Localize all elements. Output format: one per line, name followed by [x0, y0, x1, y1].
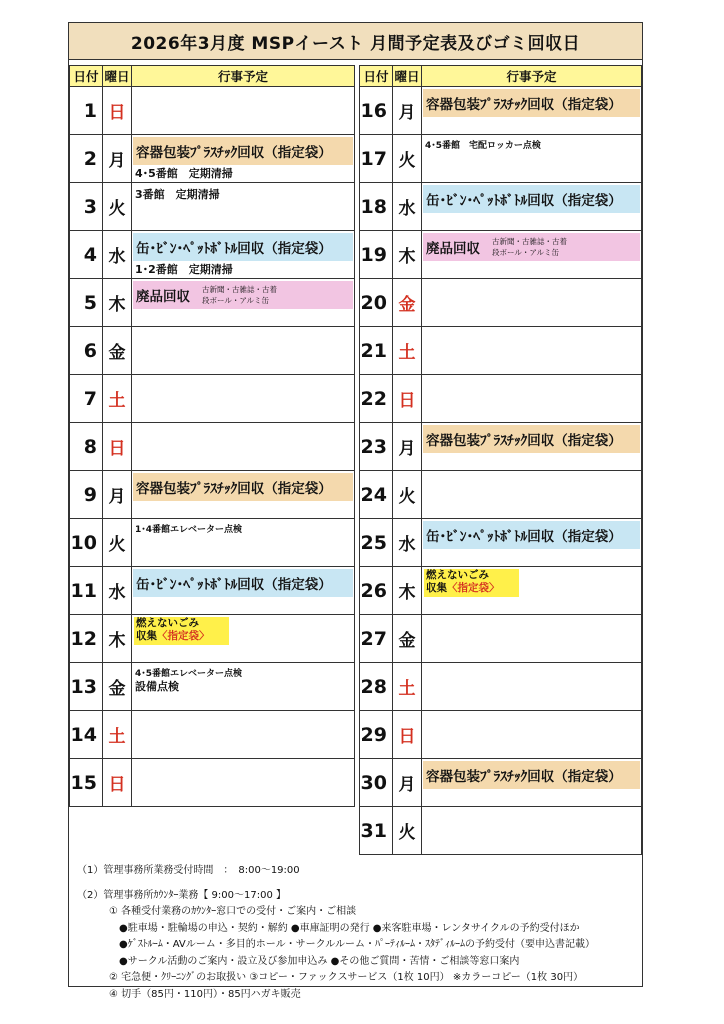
paper-collection-band: [423, 233, 640, 261]
weekday-label: 日: [103, 423, 132, 470]
weekday-label: 火: [103, 519, 132, 566]
day-row: [69, 279, 355, 327]
events-cell: [422, 759, 641, 806]
day-row: [359, 471, 642, 519]
day-number: 16: [360, 87, 393, 134]
day-row: [359, 135, 642, 183]
day-row: [359, 327, 642, 375]
header-date: 日付: [359, 65, 393, 87]
events-cell: [422, 279, 641, 326]
weekday-label: 火: [393, 471, 422, 518]
day-row: [69, 663, 355, 711]
weekday-label: 木: [393, 567, 422, 614]
weekday-label: 土: [103, 711, 132, 758]
weekday-label: 日: [103, 759, 132, 806]
weekday-label: 金: [103, 663, 132, 710]
weekday-label: 火: [103, 183, 132, 230]
day-number: 7: [70, 375, 103, 422]
yellow-line: [136, 630, 229, 643]
day-row: [359, 663, 642, 711]
weekday-label: 土: [393, 327, 422, 374]
garbage-collection-band: [423, 521, 640, 549]
weekday-label: 月: [103, 471, 132, 518]
page-title: 2026年3月度 MSPイースト 月間予定表及びゴミ回収日: [69, 23, 642, 60]
garbage-collection-band: [133, 137, 353, 165]
day-number: 1: [70, 87, 103, 134]
events-cell: [132, 423, 354, 470]
weekday-label: 日: [393, 375, 422, 422]
day-number: 26: [360, 567, 393, 614]
day-row: [359, 279, 642, 327]
events-cell: [422, 711, 641, 758]
day-row: [359, 375, 642, 423]
events-cell: [422, 231, 641, 278]
weekday-label: 月: [393, 759, 422, 806]
band-detail-line: 古新聞・古雑誌・古着: [202, 285, 277, 294]
events-cell: [422, 135, 641, 182]
band-detail: [202, 284, 277, 306]
day-row: [69, 375, 355, 423]
day-row: [69, 759, 355, 807]
paper-collection-band: [133, 281, 353, 309]
band-label: 容器包装ﾌﾟﾗｽﾁｯｸ回収（指定袋）: [426, 97, 622, 113]
events-cell: [132, 327, 354, 374]
schedule-sheet: [68, 22, 643, 1000]
events-cell: [132, 663, 354, 710]
day-number: 8: [70, 423, 103, 470]
day-number: 27: [360, 615, 393, 662]
footer-notes: [77, 863, 595, 1003]
yellow-text: 収集: [136, 630, 157, 642]
header-events: 行事予定: [131, 65, 355, 87]
garbage-collection-band: [133, 473, 353, 501]
band-label: 缶･ﾋﾞﾝ･ﾍﾟｯﾄﾎﾞﾄﾙ回収（指定袋）: [426, 529, 622, 545]
day-number: 20: [360, 279, 393, 326]
band-label: 容器包装ﾌﾟﾗｽﾁｯｸ回収（指定袋）: [136, 145, 332, 161]
weekday-label: 月: [393, 423, 422, 470]
day-row: [69, 135, 355, 183]
day-number: 10: [70, 519, 103, 566]
day-number: 11: [70, 567, 103, 614]
footer-line: （2）管理事務所ｶｳﾝﾀｰ業務【 9:00～17:00 】: [77, 889, 286, 901]
designated-bag-text: 〈指定袋〉: [157, 630, 210, 642]
weekday-label: 日: [393, 711, 422, 758]
day-number: 31: [360, 807, 393, 854]
day-number: 22: [360, 375, 393, 422]
day-number: 21: [360, 327, 393, 374]
yellow-line: [426, 582, 519, 595]
footer-line: ●ｹﾞｽﾄﾙｰﾑ・AVルーム・多目的ホール・サークルルーム・ﾊﾟｰﾃｨﾙｰﾑ・ｽﾀﾃﾞｨﾙｰﾑの予約受付（要申込書記載）: [119, 939, 596, 950]
band-label: 廃品回収: [136, 289, 190, 305]
events-cell: [132, 183, 354, 230]
weekday-label: 水: [393, 183, 422, 230]
day-row: [359, 615, 642, 663]
yellow-line: 燃えないごみ: [136, 617, 199, 629]
day-row: [359, 807, 642, 855]
weekday-label: 土: [103, 375, 132, 422]
day-number: 14: [70, 711, 103, 758]
weekday-label: 日: [103, 87, 132, 134]
weekday-label: 金: [393, 615, 422, 662]
day-row: [69, 519, 355, 567]
weekday-label: 金: [393, 279, 422, 326]
band-label: 容器包装ﾌﾟﾗｽﾁｯｸ回収（指定袋）: [136, 481, 332, 497]
event-note: 1･4番館エレベーター点検: [135, 525, 243, 535]
day-row: [359, 759, 642, 807]
day-row: [69, 615, 355, 663]
weekday-label: 火: [393, 807, 422, 854]
band-detail-line: 古新聞・古雑誌・古着: [492, 237, 567, 246]
events-cell: [132, 279, 354, 326]
day-row: [69, 327, 355, 375]
band-label: 缶･ﾋﾞﾝ･ﾍﾟｯﾄﾎﾞﾄﾙ回収（指定袋）: [136, 577, 332, 593]
day-row: [69, 567, 355, 615]
garbage-collection-band: [423, 185, 640, 213]
events-cell: [132, 135, 354, 182]
band-label: 容器包装ﾌﾟﾗｽﾁｯｸ回収（指定袋）: [426, 433, 622, 449]
events-cell: [422, 375, 641, 422]
events-cell: [132, 519, 354, 566]
band-detail: [492, 236, 567, 258]
footer-line: [77, 880, 595, 888]
band-label: 容器包装ﾌﾟﾗｽﾁｯｸ回収（指定袋）: [426, 769, 622, 785]
day-number: 9: [70, 471, 103, 518]
header-dow: 曜日: [392, 65, 422, 87]
events-cell: [132, 471, 354, 518]
events-cell: [422, 327, 641, 374]
yellow-line: 燃えないごみ: [426, 569, 489, 581]
weekday-label: 土: [393, 663, 422, 710]
event-note: 4･5番館エレベーター点検: [135, 669, 243, 679]
events-cell: [422, 519, 641, 566]
garbage-collection-band: [133, 569, 353, 597]
band-detail-line: 段ボール・アルミ缶: [202, 296, 270, 305]
weekday-label: 金: [103, 327, 132, 374]
band-label: 缶･ﾋﾞﾝ･ﾍﾟｯﾄﾎﾞﾄﾙ回収（指定袋）: [426, 193, 622, 209]
events-cell: [132, 375, 354, 422]
day-number: 13: [70, 663, 103, 710]
weekday-label: 水: [103, 567, 132, 614]
weekday-label: 木: [393, 231, 422, 278]
events-cell: [422, 663, 641, 710]
day-number: 30: [360, 759, 393, 806]
day-number: 28: [360, 663, 393, 710]
day-row: [69, 183, 355, 231]
day-row: [69, 231, 355, 279]
day-number: 23: [360, 423, 393, 470]
weekday-label: 木: [103, 279, 132, 326]
day-row: [69, 423, 355, 471]
day-number: 12: [70, 615, 103, 662]
day-number: 25: [360, 519, 393, 566]
day-row: [69, 711, 355, 759]
garbage-collection-band: [133, 233, 353, 261]
events-cell: [422, 471, 641, 518]
header-date: 日付: [69, 65, 103, 87]
day-row: [69, 471, 355, 519]
day-row: [359, 519, 642, 567]
day-number: 5: [70, 279, 103, 326]
day-row: [359, 231, 642, 279]
events-cell: [422, 567, 641, 614]
events-cell: [132, 567, 354, 614]
footer-line: ② 宅急便・ｸﾘｰﾆﾝｸﾞのお取扱い ③コピー・ファックスサービス（1枚 10円） ※カラーコピー（1枚 30円）: [109, 972, 584, 983]
day-row: [359, 567, 642, 615]
weekday-label: 月: [103, 135, 132, 182]
day-number: 3: [70, 183, 103, 230]
footer-line: ④ 切手（85円・110円）・85円ハガキ販売: [109, 988, 301, 1000]
events-cell: [422, 423, 641, 470]
events-cell: [422, 807, 641, 854]
day-number: 19: [360, 231, 393, 278]
footer-line: ① 各種受付業務のｶｳﾝﾀｰ窓口での受付・ご案内・ご相談: [109, 906, 357, 917]
event-note: 設備点検: [135, 680, 179, 693]
weekday-label: 木: [103, 615, 132, 662]
header-events: 行事予定: [421, 65, 642, 87]
non-burnable-garbage-label: [424, 569, 519, 597]
yellow-text: 収集: [426, 582, 447, 594]
designated-bag-text: 〈指定袋〉: [447, 582, 500, 594]
day-number: 2: [70, 135, 103, 182]
events-cell: [132, 615, 354, 662]
day-number: 17: [360, 135, 393, 182]
events-cell: [422, 615, 641, 662]
day-row: [359, 183, 642, 231]
weekday-label: 水: [393, 519, 422, 566]
garbage-collection-band: [423, 761, 640, 789]
footer-line: （1）管理事務所業務受付時間 ： 8:00～19:00: [77, 865, 300, 876]
event-note: 4･5番館 定期清掃: [135, 167, 233, 180]
day-row: [69, 87, 355, 135]
garbage-collection-band: [423, 89, 640, 117]
day-row: [359, 711, 642, 759]
band-detail-line: 段ボール・アルミ缶: [492, 248, 560, 257]
events-cell: [132, 231, 354, 278]
events-cell: [422, 87, 641, 134]
weekday-label: 月: [393, 87, 422, 134]
day-number: 15: [70, 759, 103, 806]
events-cell: [422, 183, 641, 230]
footer-line: ●駐車場・駐輪場の申込・契約・解約 ●車庫証明の発行 ●来客駐車場・レンタサイクルの予約受付ほか: [119, 922, 580, 934]
event-note: 4･5番館 宅配ロッカー点検: [425, 141, 541, 151]
events-cell: [132, 711, 354, 758]
weekday-label: 水: [103, 231, 132, 278]
events-cell: [132, 87, 354, 134]
day-number: 18: [360, 183, 393, 230]
weekday-label: 火: [393, 135, 422, 182]
day-row: [359, 423, 642, 471]
day-number: 24: [360, 471, 393, 518]
day-number: 29: [360, 711, 393, 758]
event-note: 1･2番館 定期清掃: [135, 263, 233, 276]
band-label: 廃品回収: [426, 241, 480, 257]
band-label: 缶･ﾋﾞﾝ･ﾍﾟｯﾄﾎﾞﾄﾙ回収（指定袋）: [136, 241, 332, 257]
garbage-collection-band: [423, 425, 640, 453]
events-cell: [132, 759, 354, 806]
header-dow: 曜日: [102, 65, 132, 87]
day-number: 4: [70, 231, 103, 278]
day-row: [359, 87, 642, 135]
footer-line: ●サークル活動のご案内・設立及び参加申込み ●その他ご質問・苦情・ご相談等窓口案内: [119, 955, 520, 967]
non-burnable-garbage-label: [134, 617, 229, 645]
day-number: 6: [70, 327, 103, 374]
event-note: 3番館 定期清掃: [135, 188, 220, 201]
